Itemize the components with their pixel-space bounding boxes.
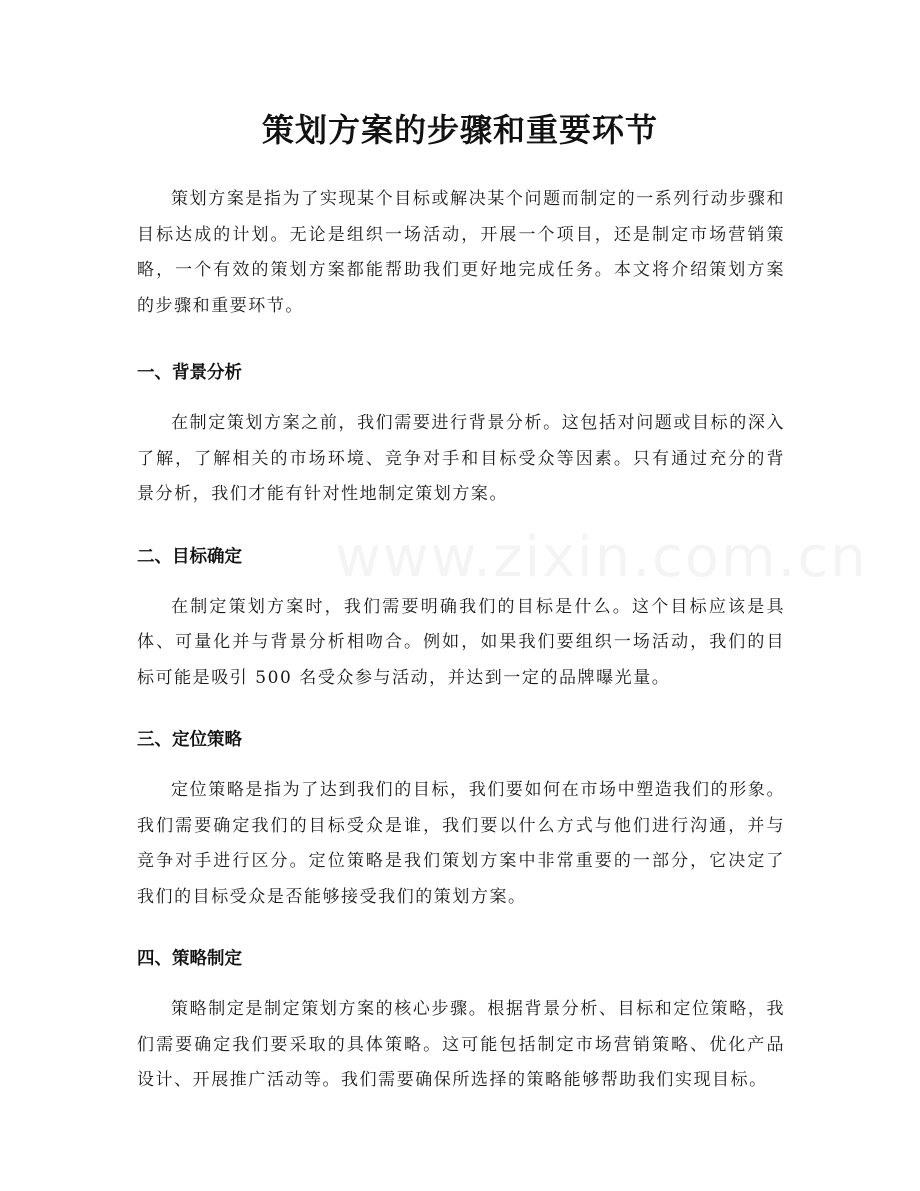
section-body-positioning: 定位策略是指为了达到我们的目标，我们要如何在市场中塑造我们的形象。我们需要确定我们的目标受众是谁，我们要以什么方式与他们进行沟通，并与竞争对手进行区分。定位策略是我们策划方案中非常重要的一部分，它决定了我们的目标受众是否能够接受我们的策划方案。 <box>137 780 785 907</box>
document-title: 策划方案的步骤和重要环节 <box>261 111 658 149</box>
intro-paragraph: 策划方案是指为了实现某个目标或解决某个问题而制定的一系列行动步骤和目标达成的计划。无论是组织一场活动，开展一个项目，还是制定市场营销策略，一个有效的策划方案都能帮助我们更好地完成任务。本文将介绍策划方案的步骤和重要环节。 <box>137 189 785 316</box>
section-heading-strategy: 四、策略制定 <box>137 949 242 969</box>
section-heading-positioning: 三、定位策略 <box>137 730 242 750</box>
document-body <box>137 182 785 1099</box>
section-heading-background: 一、背景分析 <box>137 363 242 383</box>
section-heading-goal: 二、目标确定 <box>137 546 242 567</box>
section-body-strategy: 策略制定是制定策划方案的核心步骤。根据背景分析、目标和定位策略，我们需要确定我们要采取的具体策略。这可能包括制定市场营销策略、优化产品设计、开展推广活动等。我们需要确保所选择的策略能够帮助我们实现目标。 <box>137 999 785 1090</box>
section-body-background: 在制定策划方案之前，我们需要进行背景分析。这包括对问题或目标的深入了解，了解相关的市场环境、竞争对手和目标受众等因素。只有通过充分的背景分析，我们才能有针对性地制定策划方案。 <box>137 413 785 504</box>
section-body-goal: 在制定策划方案时，我们需要明确我们的目标是什么。这个目标应该是具体、可量化并与背景分析相吻合。例如，如果我们要组织一场活动，我们的目标可能是吸引 500 名受众参与活动，并达到一定的品牌曝光量。 <box>137 596 785 688</box>
